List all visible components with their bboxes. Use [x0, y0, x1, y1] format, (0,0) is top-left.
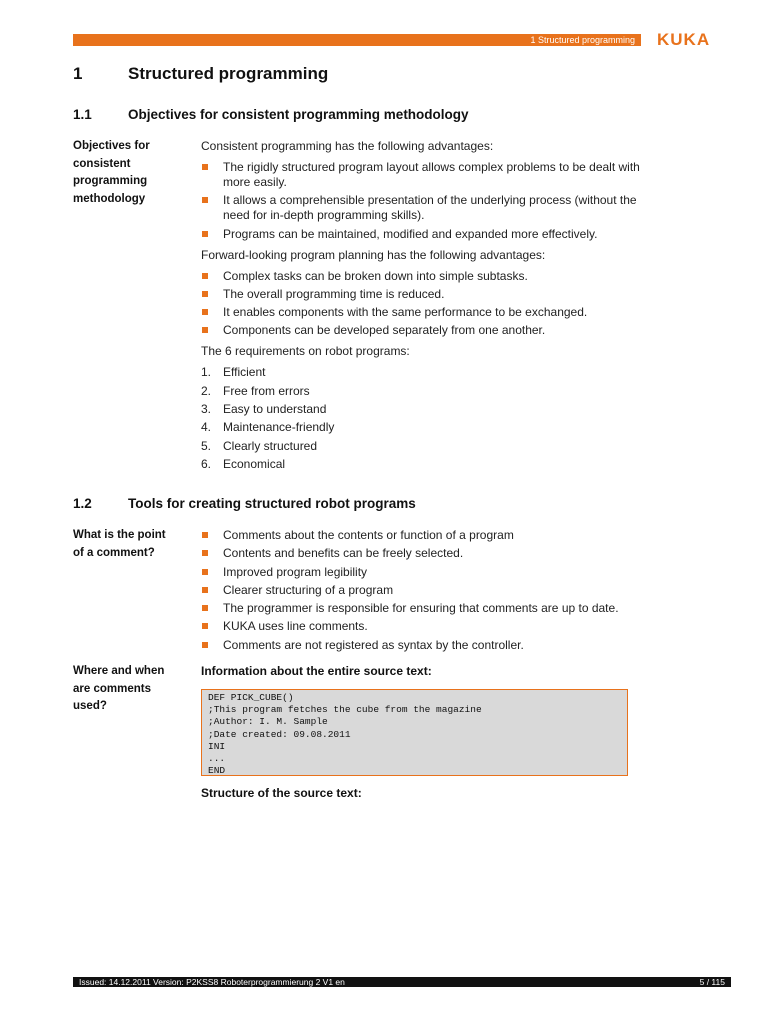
list-item-text: It enables components with the same performance to be exchanged. [223, 305, 588, 320]
list-item-text: Contents and benefits can be freely selected. [223, 546, 464, 561]
list-item-text: The overall programming time is reduced. [223, 286, 445, 301]
footer-bar [73, 977, 731, 987]
advantages-list [201, 160, 646, 242]
list-number: 6. [201, 456, 212, 471]
list-number: 4. [201, 420, 212, 435]
paragraph: The 6 requirements on robot programs: [201, 344, 410, 359]
bullet-square-icon [202, 164, 208, 170]
list-item [201, 384, 646, 399]
section-title: Tools for creating structured robot programs [128, 496, 416, 511]
margin-line: Where and when [73, 665, 165, 677]
page-number: 5 / 115 [699, 977, 725, 987]
info-label: Information about the entire source text: [201, 664, 432, 678]
list-item-text: Easy to understand [223, 402, 327, 417]
chapter-heading [73, 64, 328, 84]
code-line: ;Date created: 09.08.2011 [208, 728, 351, 740]
margin-line: of a comment? [73, 546, 155, 559]
kuka-logo: KUKA [657, 30, 711, 49]
bullet-square-icon [202, 231, 208, 237]
code-line: END [208, 765, 226, 777]
list-item [201, 619, 646, 634]
list-item [201, 420, 646, 435]
list-item [201, 323, 646, 338]
margin-line: What is the point [73, 529, 166, 541]
list-item-text: The programmer is responsible for ensuring that comments are up to date. [223, 601, 619, 616]
list-item [201, 402, 646, 417]
footer-issued: Issued: 14.12.2011 Version: P2KSS8 Roboterprogrammierung 2 V1 en [79, 977, 345, 987]
requirements-list [201, 365, 646, 471]
list-item-text: Complex tasks can be broken down into simple subtasks. [223, 268, 528, 283]
planning-list [201, 269, 646, 339]
code-line: ... [208, 753, 226, 765]
margin-line: are comments [73, 682, 151, 695]
list-item-text: Comments about the contents or function of a program [223, 528, 514, 542]
list-item-text: Programs can be maintained, modified and expanded more effectively. [223, 226, 598, 241]
list-item-text: Clearer structuring of a program [223, 582, 394, 597]
list-item-text: Components can be developed separately from one another. [223, 323, 546, 338]
list-item [201, 638, 646, 653]
section-title: Objectives for consistent programming methodology [128, 107, 469, 122]
bullet-square-icon [202, 532, 208, 538]
list-item [201, 305, 646, 320]
list-item [201, 528, 646, 543]
list-item [201, 457, 646, 472]
list-item [201, 269, 646, 284]
section-1-1-body [201, 139, 646, 475]
list-item-text: Clearly structured [223, 438, 318, 453]
chapter-number: 1 [73, 64, 83, 83]
bullet-square-icon [202, 327, 208, 333]
code-block [201, 689, 628, 776]
header-bar [73, 34, 641, 46]
section-heading-1-2 [73, 496, 416, 511]
list-item [201, 227, 646, 242]
running-title: 1 Structured programming [530, 35, 635, 45]
bullet-square-icon [202, 587, 208, 593]
margin-label-objectives [73, 138, 188, 208]
margin-label-comment-point [73, 527, 188, 562]
section-1-2-body [201, 528, 646, 659]
list-item-text: Efficient [223, 365, 266, 380]
bullet-square-icon [202, 642, 208, 648]
margin-line: programming [73, 175, 148, 187]
code-line: ;This program fetches the cube from the magazine [208, 704, 482, 716]
structure-label: Structure of the source text: [201, 786, 362, 800]
section-heading-1-1 [73, 107, 469, 122]
list-item-text: Maintenance-friendly [223, 420, 335, 435]
list-item [201, 546, 646, 561]
bullet-square-icon [202, 291, 208, 297]
bullet-square-icon [202, 273, 208, 279]
list-number: 2. [201, 383, 212, 398]
bullet-square-icon [202, 197, 208, 203]
margin-line: methodology [73, 192, 146, 205]
margin-line: Objectives for [73, 140, 150, 152]
margin-line: consistent [73, 157, 131, 170]
list-item [201, 583, 646, 598]
list-number: 3. [201, 402, 212, 417]
list-item-text: Economical [223, 456, 286, 471]
code-line: INI [208, 740, 226, 752]
code-line: DEF PICK_CUBE() [208, 692, 294, 703]
section-number: 1.1 [73, 107, 92, 122]
list-number: 1. [201, 365, 212, 380]
bullet-square-icon [202, 550, 208, 556]
list-item [201, 565, 646, 580]
bullet-square-icon [202, 605, 208, 611]
list-number: 5. [201, 438, 212, 453]
list-item-text: Comments are not registered as syntax by the controller. [223, 637, 524, 652]
bullet-square-icon [202, 623, 208, 629]
margin-line: used? [73, 700, 107, 712]
list-item-text: It allows a comprehensible presentation of the underlying process (without the need for in-depth programming skills). [223, 193, 637, 223]
list-item-text: Improved program legibility [223, 564, 368, 579]
list-item-text: Free from errors [223, 383, 310, 398]
list-item [201, 287, 646, 302]
margin-label-where-when [73, 663, 188, 716]
code-line: ;Author: I. M. Sample [208, 716, 328, 728]
bullet-square-icon [202, 569, 208, 575]
list-item-text: KUKA uses line comments. [223, 619, 368, 634]
list-item [201, 193, 646, 223]
list-item [201, 365, 646, 380]
bullet-square-icon [202, 309, 208, 315]
comment-purpose-list [201, 528, 646, 653]
paragraph: Consistent programming has the following advantages: [201, 139, 494, 153]
list-item [201, 160, 646, 190]
section-number: 1.2 [73, 496, 92, 511]
paragraph: Forward-looking program planning has the following advantages: [201, 247, 546, 262]
list-item-text: The rigidly structured program layout allows complex problems to be dealt with more easily. [223, 160, 640, 189]
list-item [201, 601, 646, 616]
list-item [201, 439, 646, 454]
chapter-title: Structured programming [128, 64, 329, 83]
